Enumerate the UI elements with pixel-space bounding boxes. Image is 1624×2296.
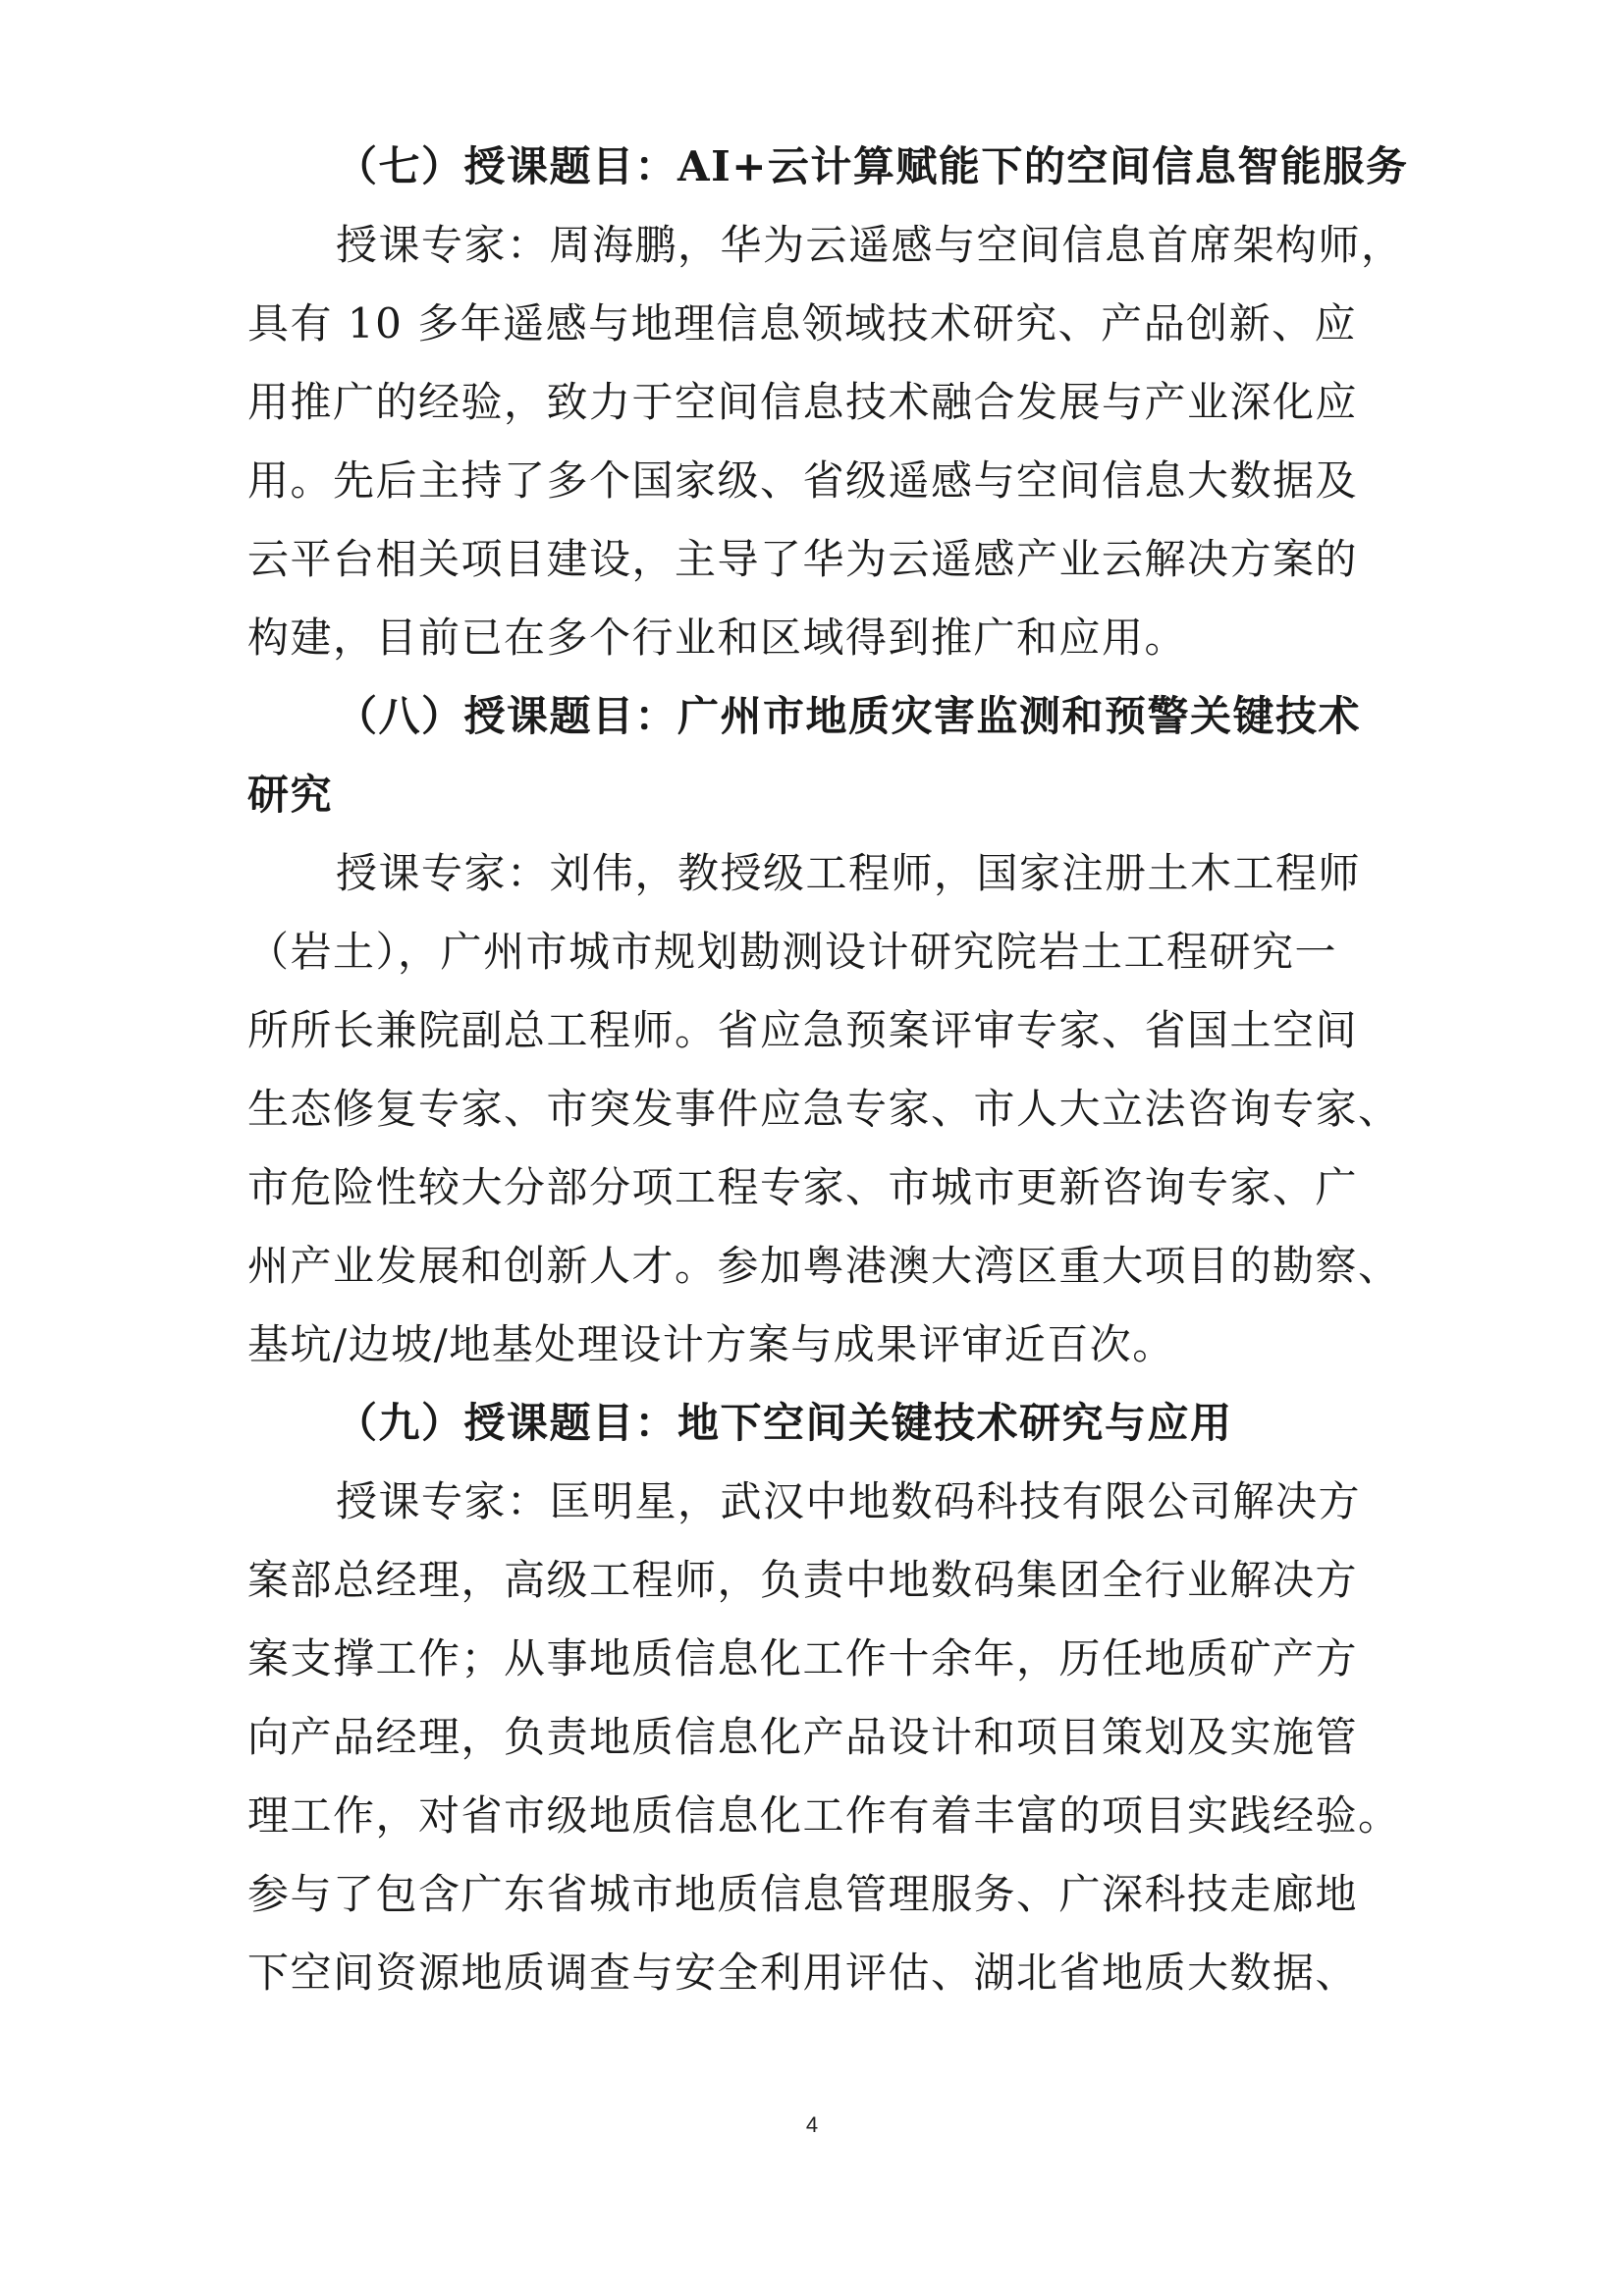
section-7-body-line: 构建，目前已在多个行业和区域得到推广和应用。 <box>247 614 1188 662</box>
section-8-body-line: 生态修复专家、市突发事件应急专家、市人大立法咨询专家、 <box>247 1085 1401 1133</box>
section-8-body-line: 基坑/边坡/地基处理设计方案与成果评审近百次。 <box>247 1320 1175 1368</box>
section-9-heading: （九）授课题目：地下空间关键技术研究与应用 <box>336 1399 1233 1447</box>
section-8-body-line: 州产业发展和创新人才。参加粤港澳大湾区重大项目的勘察、 <box>247 1242 1401 1290</box>
section-8-body-line: 授课专家：刘伟，教授级工程师，国家注册土木工程师 <box>336 849 1362 897</box>
section-9-body-line: 下空间资源地质调查与安全利用评估、湖北省地质大数据、 <box>247 1949 1359 1997</box>
section-8-body-line: （岩土），广州市城市规划勘测设计研究院岩土工程研究一 <box>247 928 1338 976</box>
section-7-body-line: 云平台相关项目建设，主导了华为云遥感产业云解决方案的 <box>247 535 1359 583</box>
section-8-body-line: 市危险性较大分部分项工程专家、市城市更新咨询专家、广 <box>247 1163 1359 1211</box>
section-8-body-line: 所所长兼院副总工程师。省应急预案评审专家、省国土空间 <box>247 1006 1359 1054</box>
section-9-body-line: 参与了包含广东省城市地质信息管理服务、广深科技走廊地 <box>247 1870 1359 1918</box>
section-9-body-line: 案支撑工作；从事地质信息化工作十余年，历任地质矿产方 <box>247 1634 1359 1682</box>
section-8-heading-cont: 研究 <box>247 771 334 819</box>
section-7-heading: （七）授课题目：AI+云计算赋能下的空间信息智能服务 <box>336 142 1409 190</box>
section-9-body-line: 授课专家：匡明星，武汉中地数码科技有限公司解决方 <box>336 1477 1362 1525</box>
section-7-body-line: 授课专家：周海鹏，华为云遥感与空间信息首席架构师， <box>336 221 1404 269</box>
section-7-body-line: 具有 10 多年遥感与地理信息领域技术研究、产品创新、应 <box>247 299 1358 347</box>
section-7-body-line: 用。先后主持了多个国家级、省级遥感与空间信息大数据及 <box>247 456 1359 505</box>
section-9-body-line: 案部总经理，高级工程师，负责中地数码集团全行业解决方 <box>247 1556 1359 1604</box>
section-9-body-line: 理工作，对省市级地质信息化工作有着丰富的项目实践经验。 <box>247 1791 1401 1840</box>
section-8-heading: （八）授课题目：广州市地质灾害监测和预警关键技术 <box>336 692 1362 740</box>
section-7-body-line: 用推广的经验，致力于空间信息技术融合发展与产业深化应 <box>247 378 1359 426</box>
page-number: 4 <box>805 2112 819 2137</box>
section-9-body-line: 向产品经理，负责地质信息化产品设计和项目策划及实施管 <box>247 1713 1359 1761</box>
